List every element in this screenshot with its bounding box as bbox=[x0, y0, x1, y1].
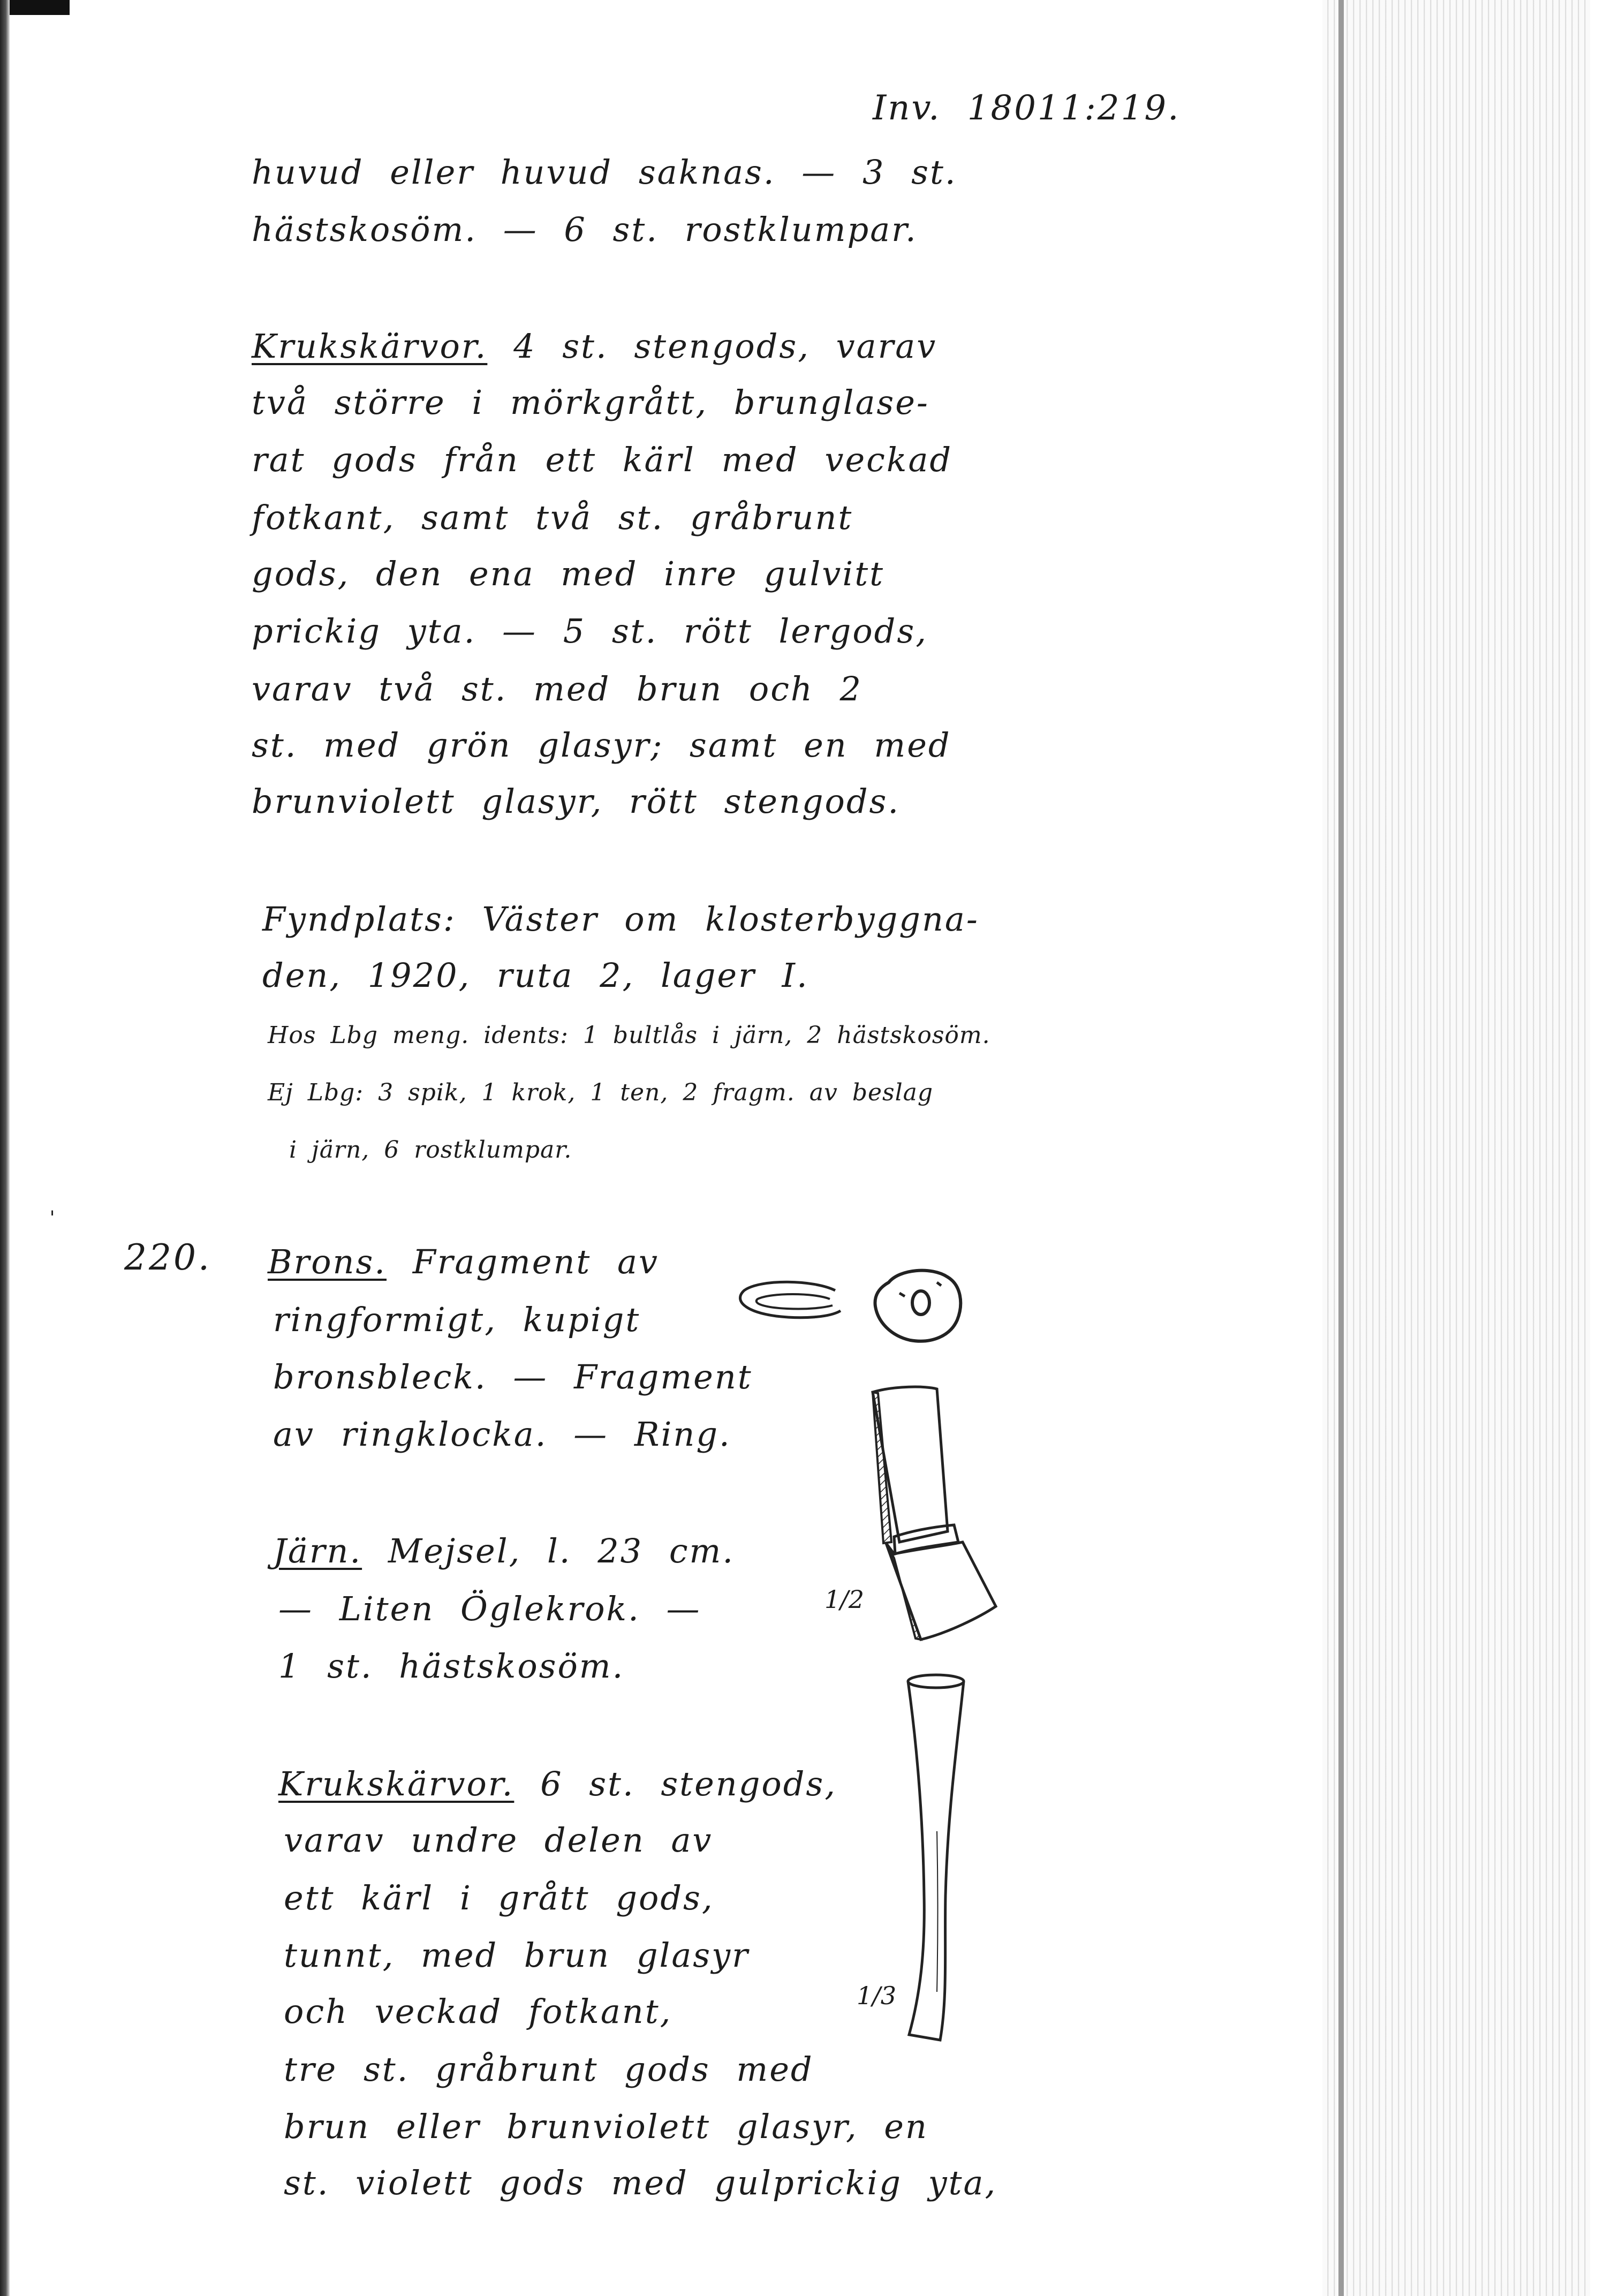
brons-first-text: Fragment av bbox=[412, 1242, 660, 1281]
margin-tick: ˈ bbox=[49, 1207, 55, 1232]
chisel-sketch bbox=[862, 1381, 1012, 1660]
page-stack-edge bbox=[1322, 0, 1619, 2296]
entry-219-kruk-line: fotkant, samt två st. gråbrunt bbox=[252, 498, 853, 537]
entry-220-kruk-first-line bbox=[278, 1764, 837, 1803]
page-corner-shadow bbox=[0, 0, 70, 15]
bronze-sheet-fragment-sketch bbox=[733, 1274, 851, 1339]
find-note-line-2: Ej Lbg: 3 spik, 1 krok, 1 ten, 2 fragm. av beslag bbox=[268, 1079, 934, 1106]
inventory-number: Inv. 18011:219. bbox=[873, 88, 1181, 128]
entry-219-kruk-line: gods, den ena med inre gulvitt bbox=[252, 554, 885, 593]
jarn-first-text: Mejsel, l. 23 cm. bbox=[388, 1531, 735, 1570]
entry-220-brons-line: av ringklocka. — Ring. bbox=[273, 1415, 731, 1454]
rod-scale-label: 1/3 bbox=[857, 1981, 897, 2010]
entry-220-kruk-line: varav undre delen av bbox=[284, 1821, 713, 1860]
entry-219-kruk-line: varav två st. med brun och 2 bbox=[252, 669, 863, 708]
entry-220-kruk-line: st. violett gods med gulprickig yta, bbox=[284, 2163, 997, 2202]
page-left-edge bbox=[0, 0, 10, 2296]
brons-heading: Brons. bbox=[268, 1242, 387, 1281]
entry-219-kruk-line: rat gods från ett kärl med veckad bbox=[252, 440, 953, 479]
kruk-heading: Krukskärvor. bbox=[252, 327, 488, 366]
entry-220-kruk-line: tre st. gråbrunt gods med bbox=[284, 2050, 814, 2089]
entry-220-jarn-line: — Liten Öglekrok. — bbox=[278, 1589, 701, 1628]
ring-bell-fragment-sketch bbox=[867, 1261, 974, 1357]
find-location-line-1: Fyndplats: Väster om klosterbyggna- bbox=[262, 900, 979, 939]
find-note-line-3: i järn, 6 rostklumpar. bbox=[289, 1136, 572, 1164]
entry-220-kruk-line: brun eller brunviolett glasyr, en bbox=[284, 2107, 928, 2146]
entry-220-jarn-line: 1 st. hästskosöm. bbox=[278, 1647, 625, 1686]
entry-219-kruk-line: brunviolett glasyr, rött stengods. bbox=[252, 782, 901, 821]
find-location-line-2: den, 1920, ruta 2, lager I. bbox=[262, 956, 809, 995]
entry-220-brons-first-line bbox=[268, 1242, 659, 1281]
entry-220-kruk-line: tunnt, med brun glasyr bbox=[284, 1936, 750, 1975]
entry-219-kruk-line: st. med grön glasyr; samt en med bbox=[252, 726, 951, 765]
entry-219-kruk-line: prickig yta. — 5 st. rött lergods, bbox=[252, 611, 928, 651]
entry-219-line-1: huvud eller huvud saknas. — 3 st. bbox=[252, 153, 957, 192]
entry-220-kruk-line: ett kärl i grått gods, bbox=[284, 1878, 714, 1917]
entry-220-brons-line: ringformigt, kupigt bbox=[273, 1300, 641, 1339]
find-note-line-1: Hos Lbg meng. idents: 1 bultlås i järn, 2 hästskosöm. bbox=[268, 1022, 990, 1049]
kruk-220-heading: Krukskärvor. bbox=[278, 1764, 515, 1803]
chisel-scale-label: 1/2 bbox=[824, 1585, 865, 1614]
rod-tool-sketch bbox=[899, 1671, 974, 2045]
entry-220-brons-line: bronsbleck. — Fragment bbox=[273, 1357, 753, 1396]
kruk-220-first-text: 6 st. stengods, bbox=[540, 1764, 837, 1803]
kruk-first-text: 4 st. stengods, varav bbox=[513, 327, 937, 366]
entry-219-kruk-first-line bbox=[252, 327, 937, 366]
jarn-heading: Järn. bbox=[273, 1531, 362, 1570]
entry-219-kruk-line: två större i mörkgrått, brunglase- bbox=[252, 383, 929, 422]
entry-220-kruk-line: och veckad fotkant, bbox=[284, 1992, 672, 2031]
entry-220-jarn-first-line bbox=[273, 1531, 735, 1570]
entry-219-line-2: hästskosöm. — 6 st. rostklumpar. bbox=[252, 210, 918, 249]
entry-220-number: 220. bbox=[124, 1237, 211, 1278]
